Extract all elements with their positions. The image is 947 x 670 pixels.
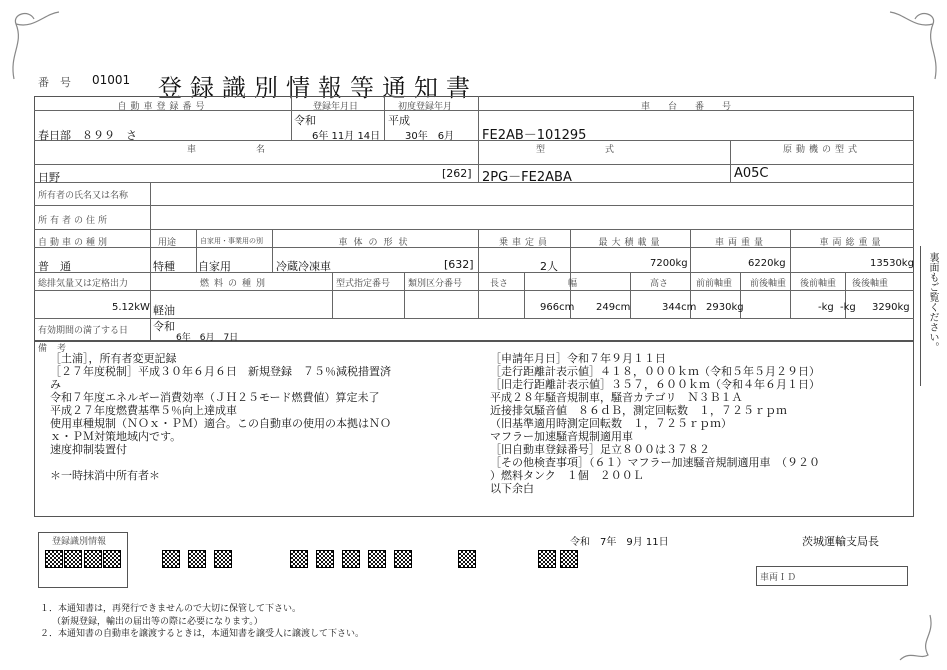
first-reg-label: 初度登録年月 [398, 102, 453, 112]
height-value: 344cm [662, 302, 697, 313]
private-business-label: 自家用・事業用の別 [200, 237, 263, 245]
rr-axle-label: 後後軸重 [852, 279, 889, 289]
vehicle-kind-label: 自動車の種別 [38, 238, 111, 248]
capacity-label: 乗車定員 [498, 238, 551, 248]
model-value: 2PG－FE2ABA [482, 170, 572, 185]
owner-address-label: 所有者の住所 [38, 216, 111, 226]
qr-code-icon [394, 550, 412, 568]
note-1: １．本通知書は，再発行できませんので大切に保管して下さい。 [40, 604, 302, 614]
max-load-value: 7200kg [650, 258, 688, 269]
note-1b: （新規登録，輸出の届出等の際に必要になります。） [52, 617, 263, 627]
use-label: 用途 [158, 238, 177, 248]
expiry-label: 有効期間の満了する日 [38, 326, 129, 336]
length-label: 長さ [490, 279, 509, 289]
qr-code-icon [84, 550, 102, 568]
issue-date: 令和 7年 9月 11日 [570, 537, 669, 548]
remarks-right: ［申請年月日］令和７年９月１１日 ［走行距離計表示値］４１８，０００ｋｍ（令和５年５月２９日） ［旧走行距離計表示値］３５７，６００ｋｍ（令和４年６月１日） 平成２８年騒音規制車，騒音カテゴリ Ｎ３Ｂ１Ａ 近接排気騒音値 ８６ｄＢ，測定回転数 １，７２５ｒｐｍ （旧基準適用時測定回転数 １，７２５ｒｐｍ） マフラー加速騒音規制適用車 ［旧自動車登録番号］足立８００は３７８２ ［その他検査事項］（６１）マフラー加速騒音規制適用車 （９２０ ）燃料タンク １個 ２００Ｌ 以下余白 [490, 352, 820, 495]
reg-date-label: 登録年月日 [313, 102, 359, 112]
capacity-value: 2人 [540, 260, 558, 273]
fr-axle-label: 前後軸重 [750, 279, 787, 289]
qr-code-icon [458, 550, 476, 568]
displacement-value: 5.12kW [112, 302, 150, 313]
remarks-left: ［土浦］，所有者変更記録 ［２７年度税制］平成３０年６月６日 新規登録 ７５％減税措置済 み 令和７年度エネルギー消費効率（ＪＨ２５モード燃費値）算定未了 平成２７年度燃費基準５％向上達成車 使用車種規制（ＮＯｘ・ＰＭ）適合。この自動車の使用の本拠はＮＯ ｘ・ＰＭ対策地域内です。 速度抑制装置付 ＊一時抹消中所有者＊ [50, 352, 391, 482]
chassis-label: 車台番号 [640, 102, 749, 112]
weight-value: 6220kg [748, 258, 786, 269]
reg-era: 令和 [294, 114, 316, 127]
weight-label: 車両重量 [714, 238, 767, 248]
qr-code-icon [188, 550, 206, 568]
expiry-era: 令和 [153, 320, 175, 333]
height-label: 高さ [650, 279, 669, 289]
use-value: 特種 [153, 260, 175, 273]
qr-code-icon [162, 550, 180, 568]
qr-code-icon [45, 550, 63, 568]
ff-axle-label: 前前軸重 [696, 279, 733, 289]
qr-code-icon [290, 550, 308, 568]
qr-code-icon [538, 550, 556, 568]
category-no-label: 類別区分番号 [408, 279, 463, 289]
fuel-label: 燃料の種別 [200, 279, 271, 289]
rf-axle-value: -kg [840, 302, 856, 313]
fuel-value: 軽油 [153, 304, 175, 317]
corner-ornament-right [885, 4, 945, 84]
qr-code-icon [368, 550, 386, 568]
first-era: 平成 [388, 114, 410, 127]
displacement-label: 総排気量又は定格出力 [38, 279, 129, 289]
model-label: 型式 [535, 145, 674, 155]
fr-axle-value: -kg [818, 302, 834, 313]
engine-value: A05C [734, 166, 769, 181]
owner-name-label: 所有者の氏名又は名称 [38, 191, 129, 201]
info-box-label: 登録識別情報 [52, 537, 107, 547]
qr-code-icon [342, 550, 360, 568]
model-designation-label: 型式指定番号 [336, 279, 391, 289]
issuing-office: 茨城運輸支局長 [802, 535, 879, 548]
body-shape-value: 冷蔵冷凍車 [276, 260, 331, 273]
body-shape-label: 車体の形状 [338, 238, 414, 248]
gross-weight-label: 車両総重量 [819, 238, 885, 248]
gross-weight-value: 13530kg [870, 258, 914, 269]
qr-code-icon [316, 550, 334, 568]
page-title: 登録識別情報等通知書 [158, 74, 478, 102]
qr-code-icon [560, 550, 578, 568]
max-load-label: 最大積載量 [598, 238, 664, 248]
qr-code-icon [64, 550, 82, 568]
reg-number-value: 春日部 ８９９ さ [38, 129, 137, 142]
width-label: 幅 [568, 279, 578, 289]
width-value: 249cm [596, 302, 631, 313]
first-reg-value: 30年 6月 [405, 131, 455, 142]
bottom-ornament-right [880, 610, 940, 665]
remarks-label: 備考 [38, 344, 77, 354]
rr-axle-value: 3290kg [872, 302, 910, 313]
reg-number-label: 自動車登録番号 [117, 102, 209, 112]
note-2: ２．本通知書の自動車を譲渡するときは，本通知書を譲受人に譲渡して下さい。 [40, 629, 365, 639]
expiry-value: 6年 6月 7日 [176, 333, 239, 343]
vehicle-id-label: 車両ＩＤ [760, 573, 797, 583]
ff-axle-value: 2930kg [706, 302, 744, 313]
model-code: [262] [442, 167, 472, 180]
body-code: [632] [444, 258, 474, 271]
qr-code-icon [103, 550, 121, 568]
name-label: 車名 [186, 145, 325, 155]
rf-axle-label: 後前軸重 [800, 279, 837, 289]
length-value: 966cm [540, 302, 575, 313]
side-note: 裏面もご覧ください。 [927, 252, 938, 352]
reg-date-value: 6年 11月 14日 [312, 131, 381, 142]
engine-label: 原動機の型式 [782, 145, 861, 155]
chassis-value: FE2AB－101295 [482, 128, 587, 143]
name-value: 日野 [38, 171, 60, 184]
vehicle-kind-value: 普 通 [38, 260, 71, 273]
corner-ornament-left [4, 4, 64, 84]
number-label: 番 号 [38, 76, 71, 89]
private-business-value: 自家用 [198, 260, 231, 273]
qr-code-icon [214, 550, 232, 568]
number-value: 01001 [92, 73, 131, 87]
